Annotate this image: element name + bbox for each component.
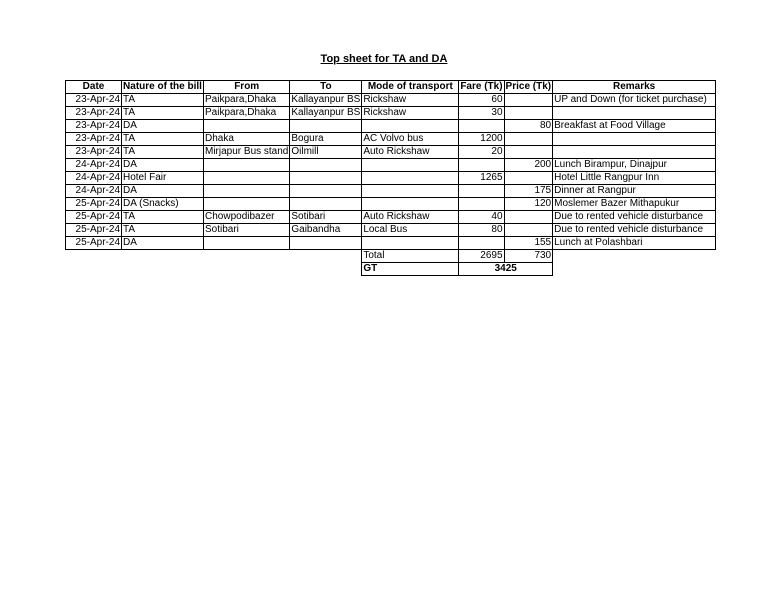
cell-from: Dhaka xyxy=(204,133,290,146)
cell-nature: TA xyxy=(122,224,204,237)
cell-nature: DA xyxy=(122,185,204,198)
cell-to xyxy=(290,185,362,198)
cell-fare xyxy=(459,237,504,250)
cell-price xyxy=(504,211,553,224)
table-row xyxy=(66,237,716,250)
cell-to: Kallayanpur BS xyxy=(291,94,361,105)
cell-to xyxy=(290,237,362,250)
grand-total-spacer xyxy=(66,263,362,276)
cell-mode: Auto Rickshaw xyxy=(362,211,459,224)
header-remarks: Remarks xyxy=(553,81,716,94)
table-row xyxy=(66,146,716,159)
cell-fare: 80 xyxy=(459,224,504,237)
cell-remarks: Breakfast at Food Village xyxy=(553,120,716,133)
cell-nature: DA xyxy=(122,159,204,172)
cell-from: Paikpara,Dhaka xyxy=(204,107,290,120)
cell-date: 24-Apr-24 xyxy=(66,185,122,198)
table-row xyxy=(66,133,716,146)
cell-to: Kallayanpur BS xyxy=(291,107,361,118)
cell-mode: Local Bus xyxy=(362,224,459,237)
cell-remarks xyxy=(553,146,716,159)
table-row xyxy=(66,94,716,107)
cell-price: 155 xyxy=(504,237,553,250)
cell-mode xyxy=(362,120,459,133)
cell-nature: DA xyxy=(122,237,204,250)
cell-fare xyxy=(459,159,504,172)
cell-price: 175 xyxy=(504,185,553,198)
cell-to xyxy=(290,120,362,133)
header-from: From xyxy=(204,81,290,94)
cell-from xyxy=(204,237,290,250)
cell-mode: AC Volvo bus xyxy=(362,133,459,146)
cell-nature: TA xyxy=(122,107,204,120)
table-row xyxy=(66,107,716,120)
grand-total-value: 3425 xyxy=(459,263,553,276)
cell-price xyxy=(504,224,553,237)
table-row xyxy=(66,211,716,224)
cell-to: Bogura xyxy=(290,133,362,146)
cell-from xyxy=(204,172,290,185)
cell-remarks: Due to rented vehicle disturbance xyxy=(553,211,716,224)
cell-date: 25-Apr-24 xyxy=(66,237,122,250)
header-row xyxy=(66,81,716,94)
cell-price xyxy=(504,146,553,159)
cell-date: 23-Apr-24 xyxy=(66,120,122,133)
cell-price: 80 xyxy=(504,120,553,133)
cell-price xyxy=(504,133,553,146)
cell-to xyxy=(290,172,362,185)
cell-mode: Auto Rickshaw xyxy=(362,146,459,159)
table-row xyxy=(66,159,716,172)
cell-nature: TA xyxy=(122,94,204,107)
table-row xyxy=(66,198,716,211)
cell-nature: TA xyxy=(122,133,204,146)
header-nature: Nature of the bill xyxy=(123,81,202,92)
cell-remarks: Lunch at Polashbari xyxy=(553,237,716,250)
cell-to xyxy=(290,159,362,172)
cell-price xyxy=(504,94,553,107)
cell-fare: 30 xyxy=(459,107,504,120)
cell-date: 23-Apr-24 xyxy=(66,133,122,146)
table-row xyxy=(66,172,716,185)
cell-fare: 40 xyxy=(459,211,504,224)
cell-remarks: Lunch Birampur, Dinajpur xyxy=(553,159,716,172)
cell-nature: DA xyxy=(122,120,204,133)
cell-remarks: Moslemer Bazer Mithapukur xyxy=(553,198,716,211)
table-row xyxy=(66,224,716,237)
cell-remarks xyxy=(553,133,716,146)
cell-price: 200 xyxy=(504,159,553,172)
cell-fare: 1265 xyxy=(459,172,504,185)
cell-from xyxy=(204,159,290,172)
cell-date: 23-Apr-24 xyxy=(66,146,122,159)
cell-nature: DA (Snacks) xyxy=(122,198,204,211)
cell-date: 24-Apr-24 xyxy=(66,159,122,172)
cell-from: Chowpodibazer xyxy=(204,211,290,224)
cell-date: 23-Apr-24 xyxy=(66,107,122,120)
header-to: To xyxy=(290,81,362,94)
grand-total-spacer-right xyxy=(553,263,716,276)
cell-mode: Rickshaw xyxy=(362,94,459,107)
cell-price: 120 xyxy=(504,198,553,211)
cell-date: 25-Apr-24 xyxy=(66,211,122,224)
cell-mode xyxy=(362,198,459,211)
cell-fare: 20 xyxy=(459,146,504,159)
cell-to xyxy=(290,198,362,211)
total-price: 730 xyxy=(504,250,553,263)
sheet-title: Top sheet for TA and DA xyxy=(320,53,448,65)
cell-remarks: Dinner at Rangpur xyxy=(553,185,716,198)
cell-from xyxy=(204,120,290,133)
cell-fare xyxy=(459,198,504,211)
ta-da-table xyxy=(65,80,716,276)
total-label: Total xyxy=(362,250,459,263)
total-row xyxy=(66,250,716,263)
cell-date: 24-Apr-24 xyxy=(66,172,122,185)
cell-mode: Rickshaw xyxy=(362,107,459,120)
cell-mode xyxy=(362,237,459,250)
cell-mode xyxy=(362,159,459,172)
cell-mode xyxy=(362,172,459,185)
cell-from: Mirjapur Bus stand xyxy=(205,146,289,157)
cell-fare xyxy=(459,120,504,133)
cell-price xyxy=(504,107,553,120)
header-fare: Fare (Tk) xyxy=(460,81,503,92)
cell-from xyxy=(204,198,290,211)
cell-nature: Hotel Fair xyxy=(122,172,204,185)
cell-fare: 1200 xyxy=(459,133,504,146)
cell-fare: 60 xyxy=(459,94,504,107)
cell-to: Gaibandha xyxy=(290,224,362,237)
cell-fare xyxy=(459,185,504,198)
cell-from: Sotibari xyxy=(204,224,290,237)
table-row xyxy=(66,120,716,133)
cell-mode xyxy=(362,185,459,198)
cell-nature: TA xyxy=(122,146,204,159)
table-row xyxy=(66,185,716,198)
grand-total-row xyxy=(66,263,716,276)
cell-date: 25-Apr-24 xyxy=(66,224,122,237)
cell-nature: TA xyxy=(122,211,204,224)
cell-from: Paikpara,Dhaka xyxy=(204,94,290,107)
header-mode: Mode of transport xyxy=(362,81,459,94)
cell-remarks: UP and Down (for ticket purchase) xyxy=(553,94,716,107)
cell-to: Oilmill xyxy=(290,146,362,159)
cell-date: 25-Apr-24 xyxy=(66,198,122,211)
cell-to: Sotibari xyxy=(290,211,362,224)
total-fare: 2695 xyxy=(459,250,504,263)
cell-price xyxy=(504,172,553,185)
cell-from xyxy=(204,185,290,198)
header-date: Date xyxy=(66,81,122,94)
grand-total-label: GT xyxy=(362,263,459,276)
total-spacer xyxy=(66,250,362,263)
cell-remarks xyxy=(553,107,716,120)
header-price: Price (Tk) xyxy=(505,81,552,92)
total-spacer-right xyxy=(553,250,716,263)
cell-date: 23-Apr-24 xyxy=(66,94,122,107)
cell-remarks: Due to rented vehicle disturbance xyxy=(553,224,716,237)
cell-remarks: Hotel Little Rangpur Inn xyxy=(553,172,716,185)
table-body xyxy=(66,94,716,250)
